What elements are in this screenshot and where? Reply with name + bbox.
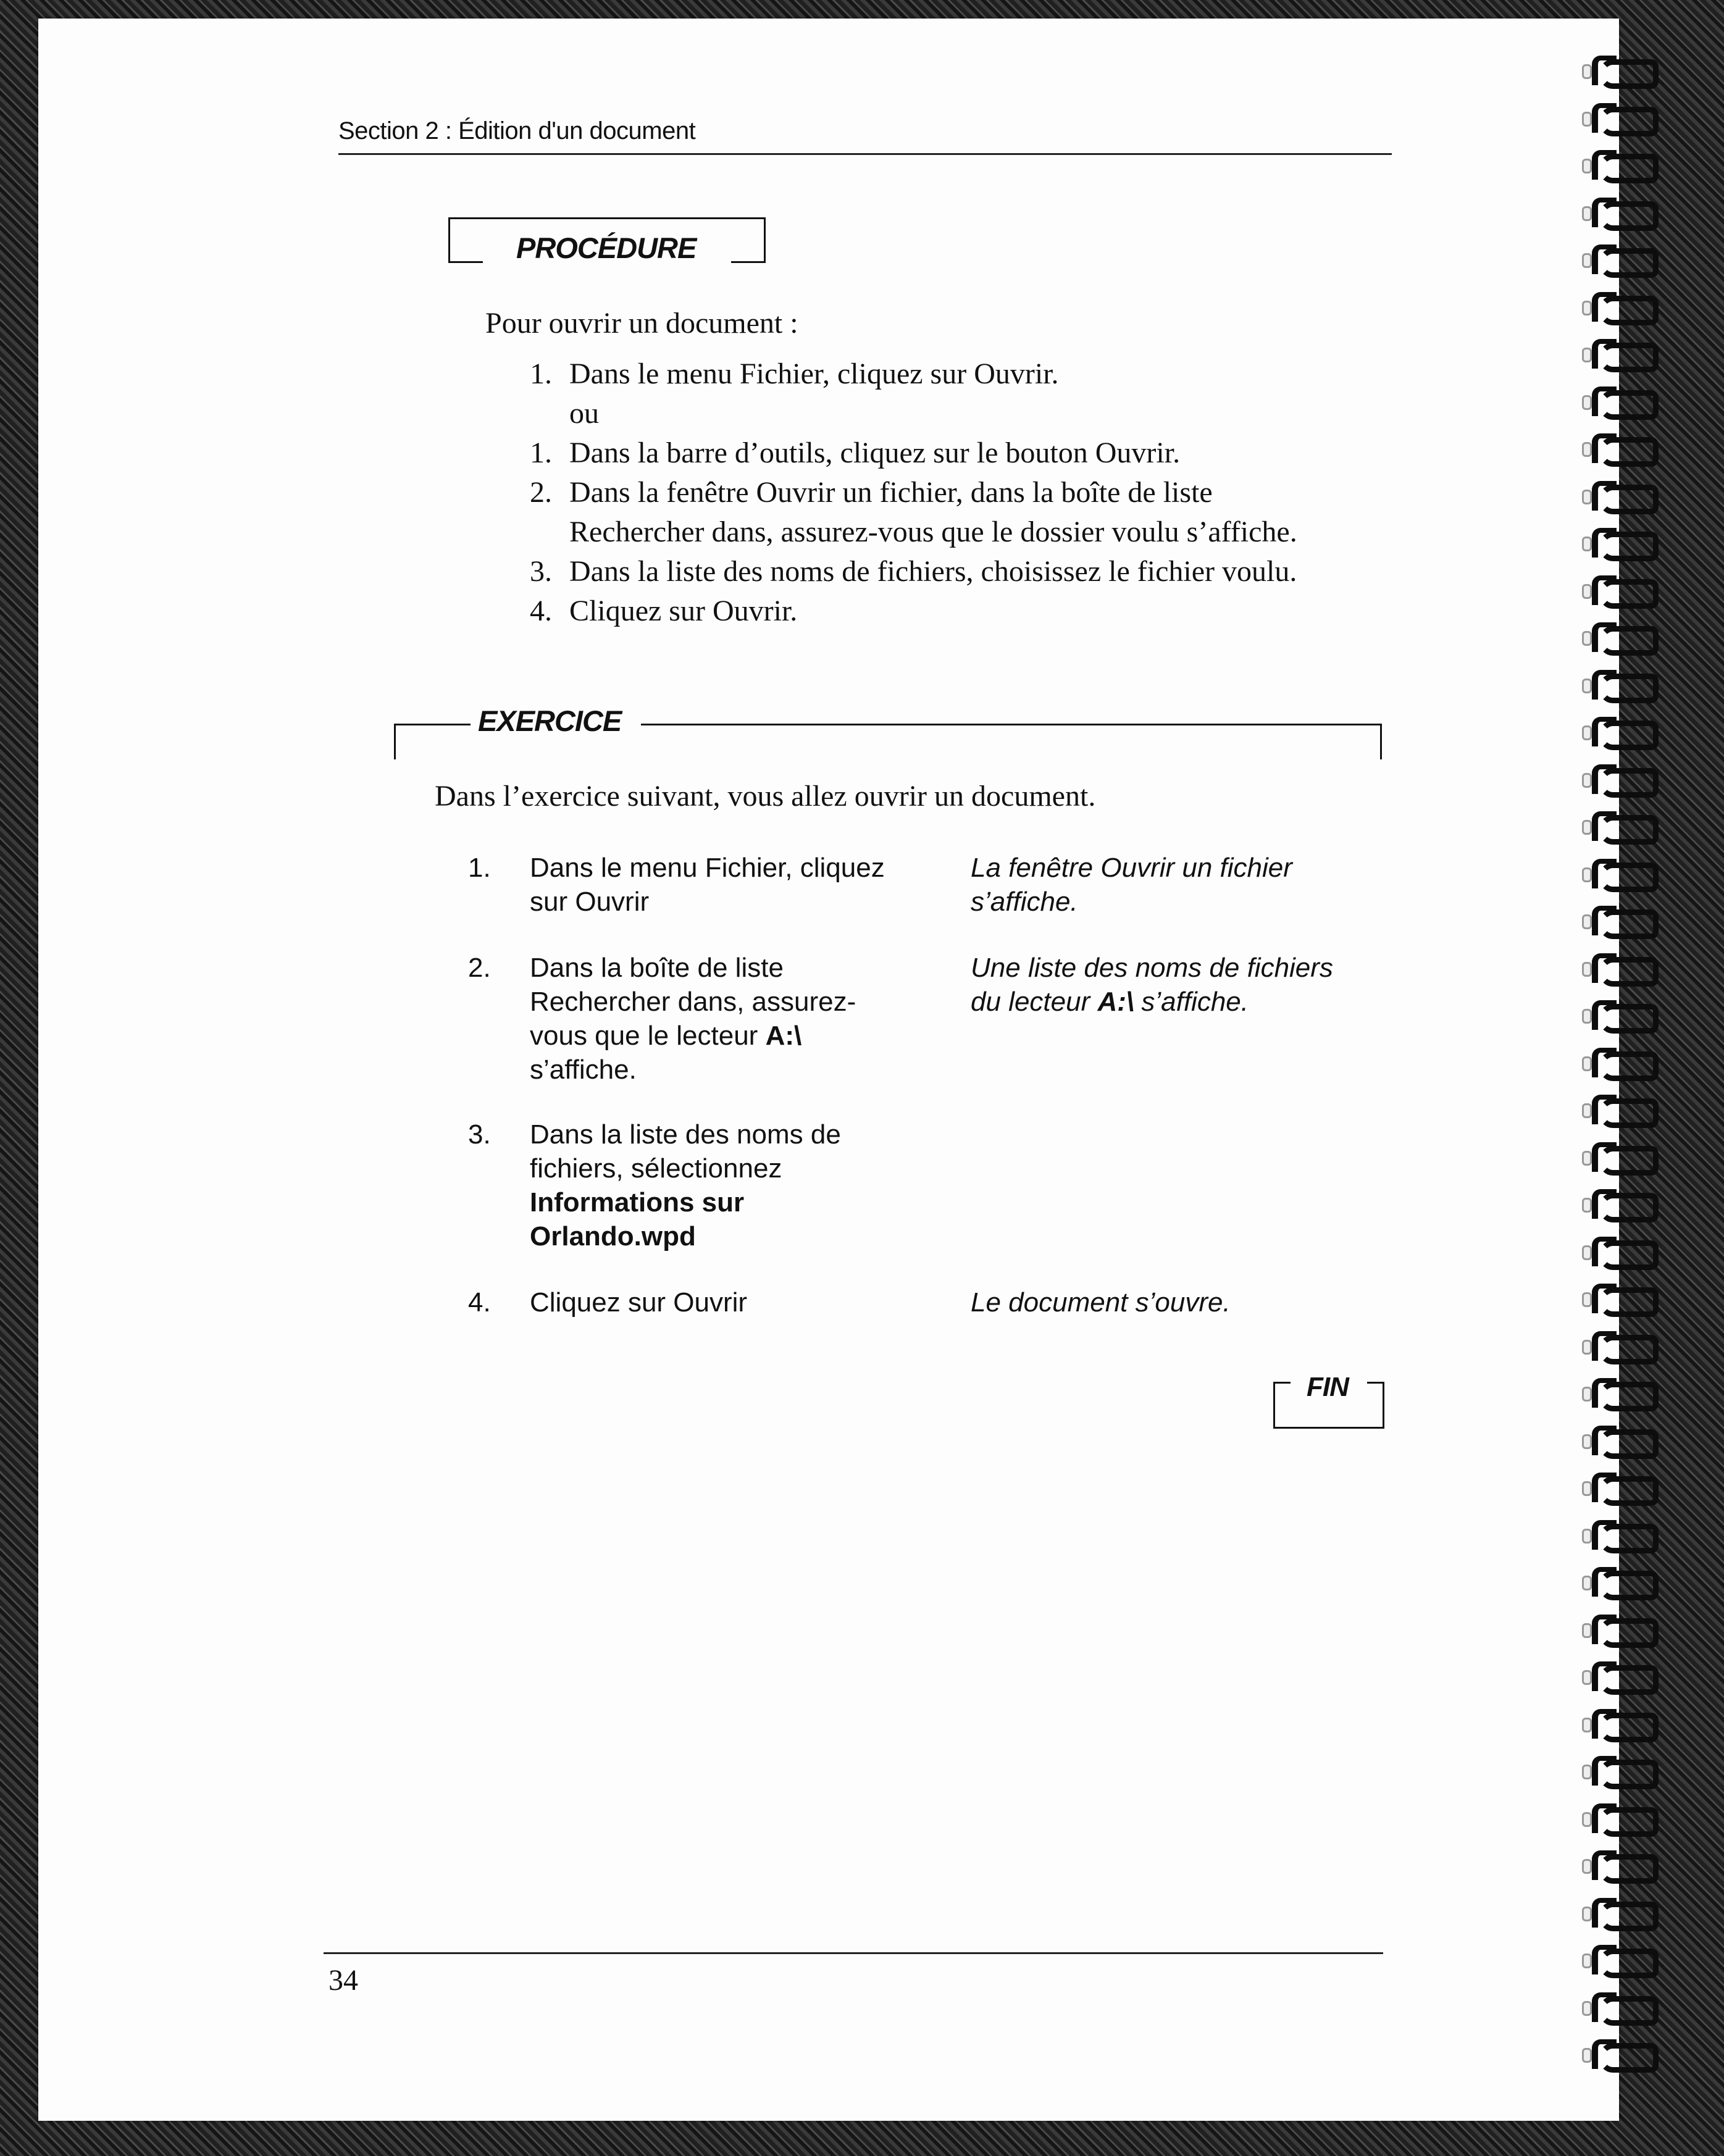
binding-coil	[1581, 1000, 1655, 1027]
step-number: 2.	[530, 476, 552, 509]
procedure-heading-box	[448, 217, 766, 263]
binding-coil	[1581, 859, 1655, 886]
result-line: Le document s’ouvre.	[971, 1287, 1231, 1318]
action-line: Rechercher dans, assurez-	[530, 987, 856, 1017]
binding-coil	[1581, 1615, 1655, 1642]
page-number: 34	[328, 1964, 358, 1997]
action-line: Dans la boîte de liste	[530, 953, 784, 983]
footer-rule	[324, 1952, 1383, 1954]
binding-coil	[1581, 150, 1655, 177]
result-text: du lecteur	[971, 987, 1098, 1017]
binding-coil	[1581, 198, 1655, 225]
binding-coil	[1581, 56, 1655, 83]
binding-coil	[1581, 2039, 1655, 2066]
step-text: Dans le menu Fichier, cliquez sur Ouvrir.	[569, 357, 1059, 390]
header-rule	[338, 153, 1392, 155]
binding-coil	[1581, 339, 1655, 366]
exercise-heading-frame	[394, 704, 1382, 761]
procedure-steps	[530, 354, 1297, 631]
step-text: Dans la fenêtre Ouvrir un fichier, dans la boîte de liste	[569, 476, 1213, 509]
binding-coil	[1581, 575, 1655, 603]
procedure-step	[530, 473, 1297, 552]
step-action	[530, 1285, 937, 1319]
binding-coil	[1581, 764, 1655, 792]
step-text: ou	[569, 397, 599, 430]
binding-coil	[1581, 292, 1655, 319]
step-result	[971, 851, 1403, 919]
binding-coil	[1581, 1331, 1655, 1358]
section-header: Section 2 : Édition d'un document	[338, 117, 696, 144]
step-action	[530, 851, 937, 919]
end-marker-box	[1273, 1372, 1384, 1429]
binding-coil	[1581, 1945, 1655, 1972]
binding-coil	[1581, 1567, 1655, 1594]
binding-coil	[1581, 1426, 1655, 1453]
step-text: Dans la barre d’outils, cliquez sur le bouton Ouvrir.	[569, 437, 1181, 469]
step-action	[530, 951, 937, 1087]
result-line: La fenêtre Ouvrir un fichier	[971, 853, 1292, 883]
binding-coil	[1581, 1520, 1655, 1547]
spiral-binding	[1581, 49, 1724, 2099]
binding-coil	[1581, 1756, 1655, 1783]
binding-coil	[1581, 1709, 1655, 1736]
action-line: Cliquez sur Ouvrir	[530, 1287, 748, 1318]
step-result	[971, 1285, 1403, 1319]
procedure-intro: Pour ouvrir un document :	[485, 307, 798, 340]
binding-coil	[1581, 103, 1655, 130]
procedure-step	[530, 552, 1297, 591]
procedure-step-alt	[530, 394, 1297, 433]
binding-coil	[1581, 386, 1655, 414]
procedure-title: PROCÉDURE	[516, 232, 697, 264]
step-number: 3.	[468, 1119, 491, 1150]
binding-coil	[1581, 1095, 1655, 1122]
binding-coil	[1581, 1473, 1655, 1500]
procedure-step	[530, 433, 1297, 473]
file-name-line: Informations sur	[530, 1187, 745, 1218]
binding-coil	[1581, 1237, 1655, 1264]
action-line: fichiers, sélectionnez	[530, 1153, 782, 1184]
binding-coil	[1581, 1898, 1655, 1925]
action-line: s’affiche.	[530, 1055, 637, 1085]
result-line: Une liste des noms de fichiers	[971, 953, 1333, 983]
binding-coil	[1581, 717, 1655, 744]
binding-coil	[1581, 433, 1655, 461]
result-line	[971, 985, 1403, 1019]
procedure-step	[530, 354, 1297, 394]
step-number: 4.	[530, 595, 552, 627]
binding-coil	[1581, 1803, 1655, 1831]
binding-coil	[1581, 1189, 1655, 1216]
binding-coil	[1581, 622, 1655, 650]
action-line: Dans le menu Fichier, cliquez	[530, 853, 885, 883]
binding-coil	[1581, 1661, 1655, 1689]
binding-coil	[1581, 953, 1655, 980]
binding-coil	[1581, 481, 1655, 508]
step-number: 1.	[530, 437, 552, 469]
step-text-continued: Rechercher dans, assurez-vous que le dossier voulu s’affiche.	[569, 516, 1297, 548]
action-line: Dans la liste des noms de	[530, 1119, 841, 1150]
procedure-step	[530, 591, 1297, 631]
binding-coil	[1581, 1142, 1655, 1169]
binding-coil	[1581, 1850, 1655, 1878]
action-line	[530, 1019, 937, 1053]
binding-coil	[1581, 906, 1655, 933]
binding-coil	[1581, 1284, 1655, 1311]
step-number: 1.	[468, 853, 491, 883]
step-number: 3.	[530, 555, 552, 588]
result-text: s’affiche.	[1134, 987, 1249, 1017]
step-text: Dans la liste des noms de fichiers, choisissez le fichier voulu.	[569, 555, 1297, 588]
binding-coil	[1581, 1992, 1655, 2020]
binding-coil	[1581, 244, 1655, 272]
exercise-title: EXERCICE	[474, 704, 625, 738]
action-text: vous que le lecteur	[530, 1021, 766, 1051]
binding-coil	[1581, 1378, 1655, 1405]
result-line: s’affiche.	[971, 887, 1078, 917]
step-action	[530, 1118, 937, 1253]
binding-coil	[1581, 670, 1655, 697]
step-number: 4.	[468, 1287, 491, 1318]
exercise-intro: Dans l’exercice suivant, vous allez ouvrir un document.	[435, 780, 1096, 813]
step-number: 2.	[468, 953, 491, 983]
drive-name: A:\	[1097, 987, 1134, 1017]
step-number: 1.	[530, 357, 552, 390]
binding-coil	[1581, 811, 1655, 838]
file-name-line: Orlando.wpd	[530, 1221, 696, 1251]
action-line: sur Ouvrir	[530, 887, 650, 917]
end-label: FIN	[1307, 1372, 1349, 1402]
binding-coil	[1581, 1048, 1655, 1075]
drive-name: A:\	[765, 1021, 802, 1051]
binding-coil	[1581, 528, 1655, 555]
step-result	[971, 951, 1403, 1019]
step-text: Cliquez sur Ouvrir.	[569, 595, 798, 627]
